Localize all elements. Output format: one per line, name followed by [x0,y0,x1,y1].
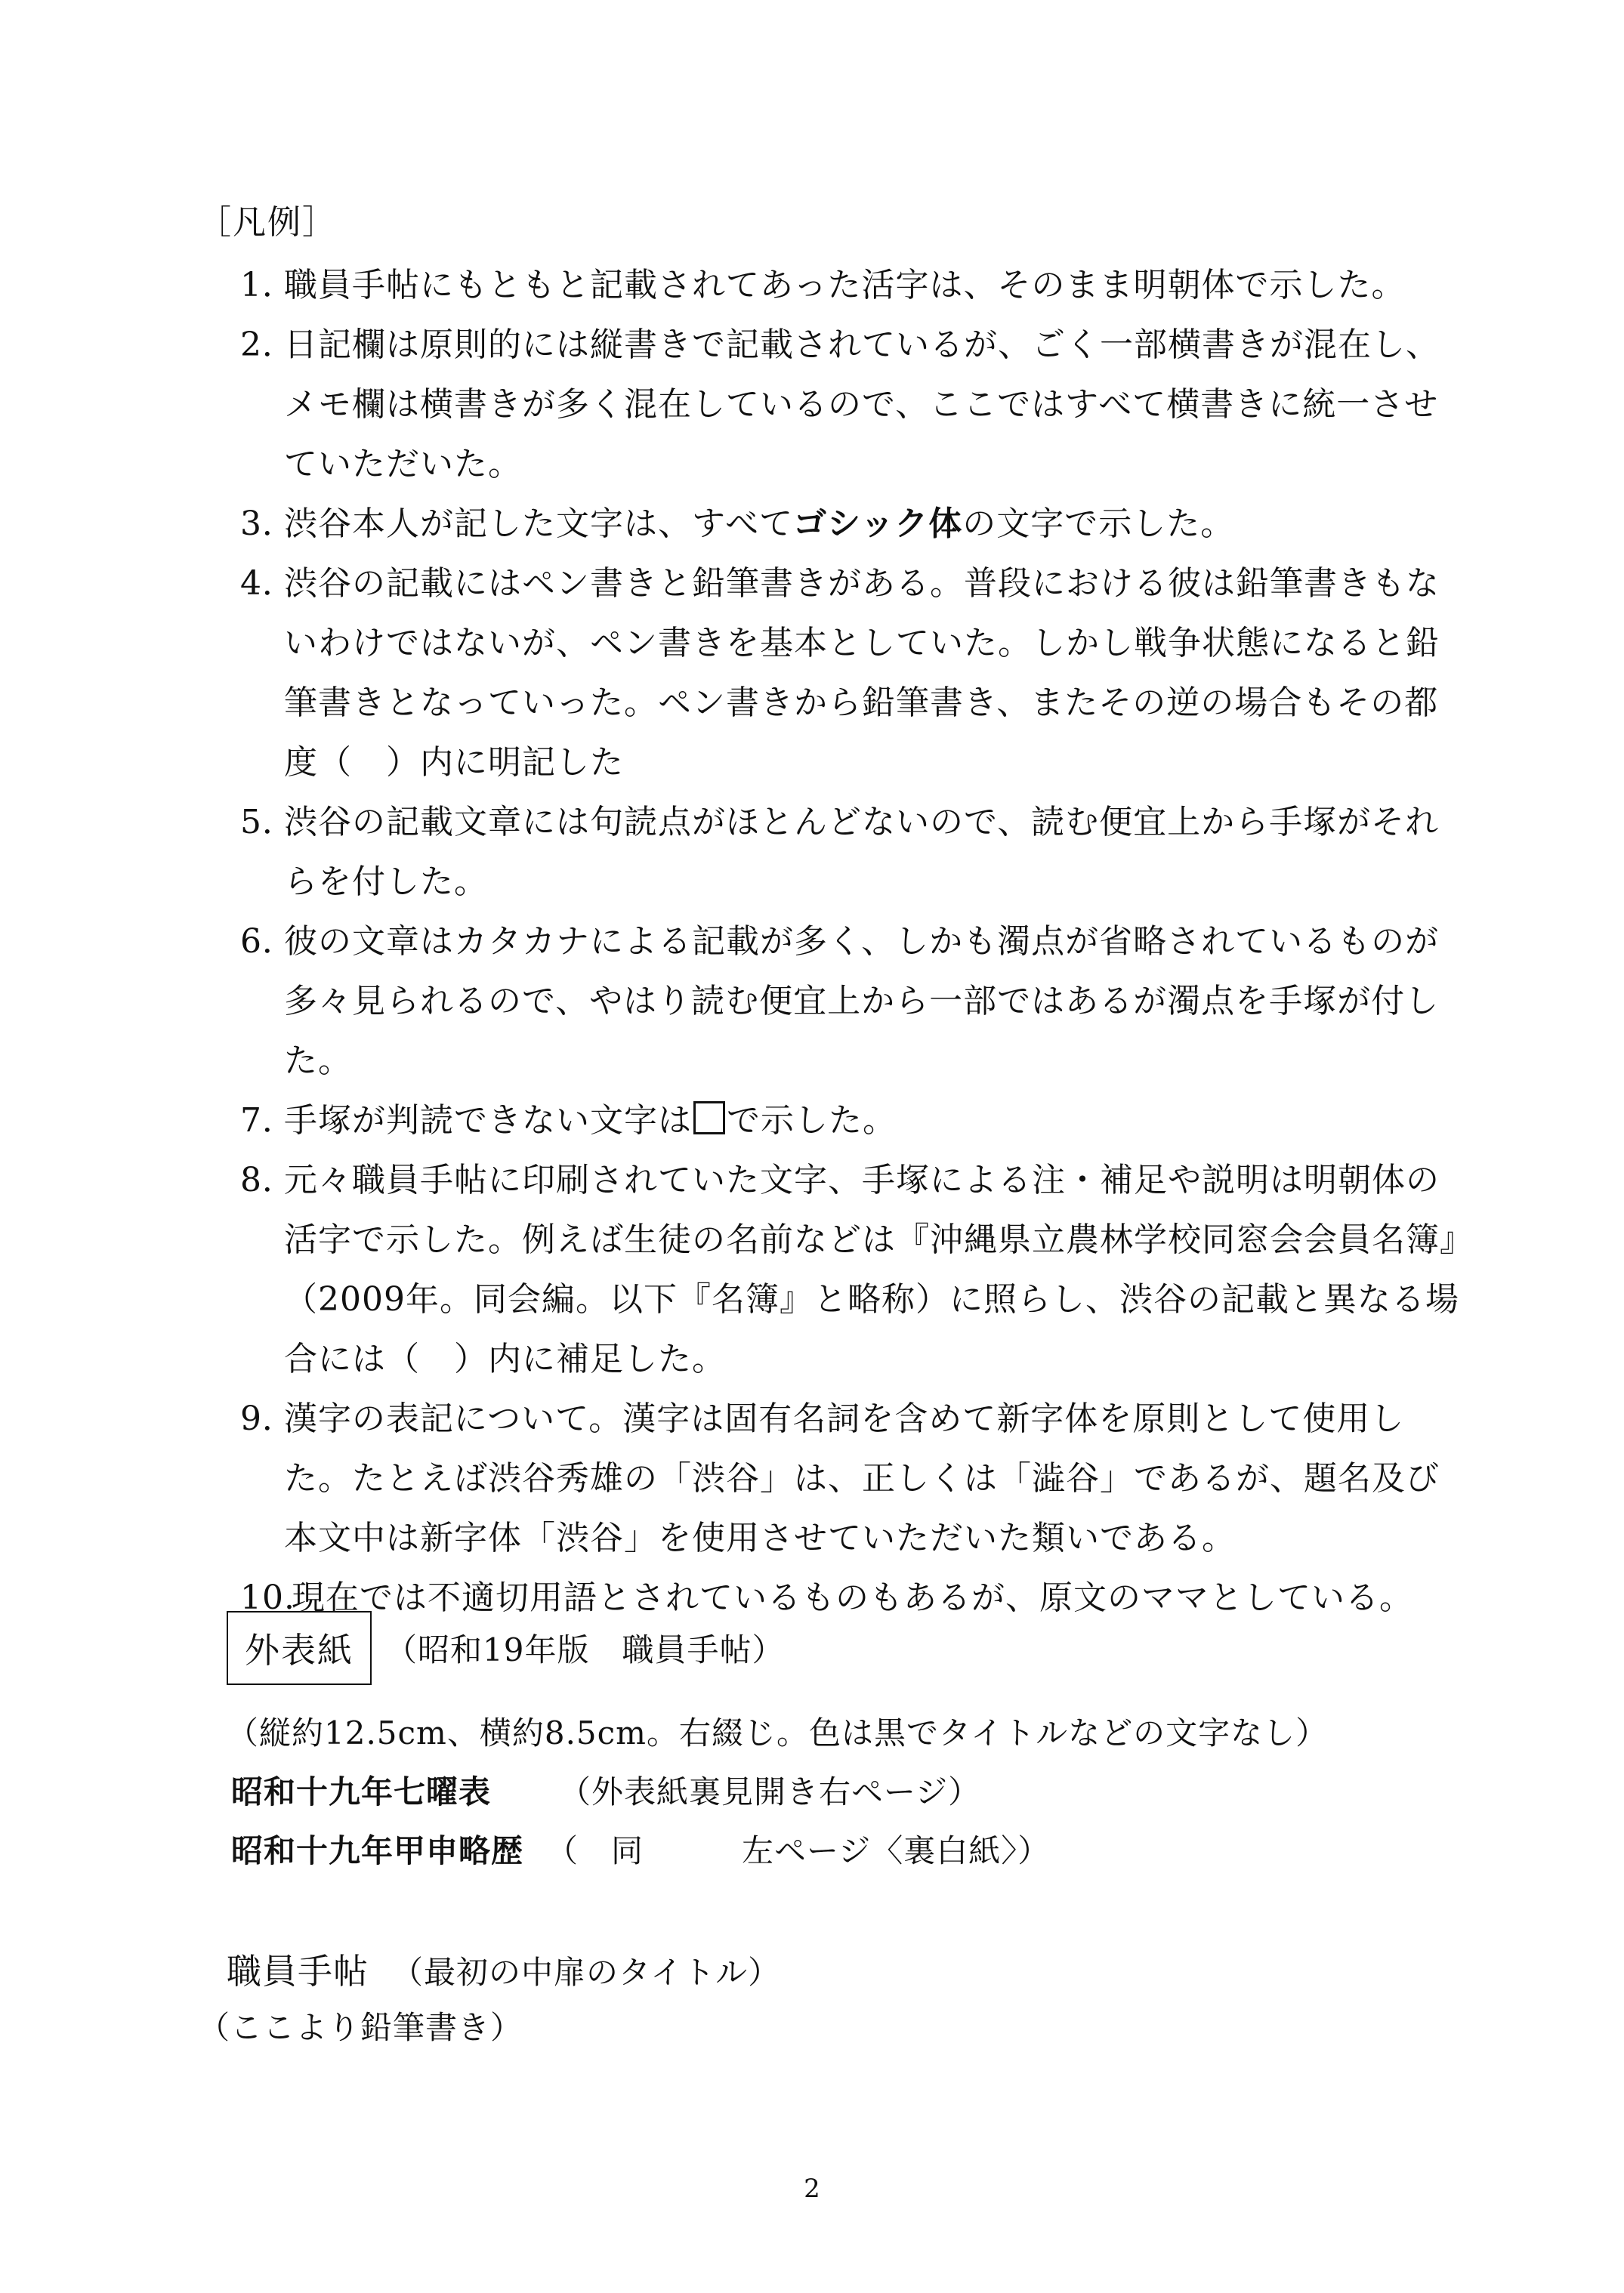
item-text: 現在では不適切用語とされているものもあるが、原文のママとしている。 [292,1579,1413,1617]
inner-title-note: （最初の中扉のタイトル） [391,1954,781,1991]
item-text: 渋谷の記載文章には句読点がほとんどないので、読む便宜上から手塚がそれらを付した。 [284,803,1440,901]
item-number: 5． [240,803,296,841]
item-text-before: 渋谷本人が記した文字は、すべて [284,505,794,543]
item-number: 1． [240,266,296,304]
legend-item-3 [240,494,1464,554]
history-title: 昭和十九年甲申略歴 [231,1832,524,1869]
pencil-note: （ここより鉛筆書き） [198,2009,523,2046]
legend-item-4 [240,554,1464,792]
item-text: 日記欄は原則的には縦書きで記載されているが、ごく一部横書きが混在し、メモ欄は横書きが多く混在しているので、ここではすべて横書きに統一させていただいた。 [284,326,1440,483]
legend-heading: ［凡例］ [198,203,337,242]
item-number: 7． [240,1101,296,1140]
legend-item-1 [240,255,1464,315]
history-note-a: （ 同 [546,1832,644,1869]
item-number: 4． [240,564,296,603]
calendar-title: 昭和十九年七曜表 [231,1773,492,1810]
calendar-note: （外表紙裏見開き右ページ） [559,1773,981,1810]
history-row [231,1826,1050,1872]
item-number: 2． [240,326,296,364]
item-number: 10. [240,1579,295,1617]
item-text-after: の文字で示した。 [962,505,1235,543]
item-text: 彼の文章はカタカナによる記載が多く、しかも濁点が省略されているものが多々見られるので、やはり読む便宜上から一部ではあるが濁点を手塚が付した。 [284,922,1440,1080]
item-number: 8． [240,1161,296,1199]
cover-heading-row [227,1610,784,1686]
item-text-before: 手塚が判読できない文字は [284,1101,692,1140]
unreadable-char-box-icon [693,1101,725,1134]
item-text: 渋谷の記載にはペン書きと鉛筆書きがある。普段における彼は鉛筆書きもないわけではないが、ペン書きを基本としていた。しかし戦争状態になると鉛筆書きとなっていった。ペン書きから鉛筆書き、またその逆の場合もその都度（ ）内に明記した [284,564,1440,782]
history-note-b: 左ページ〈裏白紙〉） [742,1832,1051,1869]
page-number: 2 [804,2174,820,2204]
item-text: 元々職員手帖に印刷されていた文字、手塚による注・補足や説明は明朝体の活字で示した。例えば生徒の名前などは『沖縄県立農林学校同窓会会員名簿』（2009年。同会編。以下『名簿』と略称）に照らし、渋谷の記載と異なる場合には（ ）内に補足した。 [284,1161,1459,1378]
legend-item-8 [240,1150,1464,1389]
inner-title-row [227,1944,780,1994]
cover-label-box: 外表紙 [227,1611,372,1685]
calendar-row [231,1767,980,1813]
cover-size-note: （縦約12.5cm、横約8.5cm。右綴じ。色は黒でタイトルなどの文字なし） [227,1714,1329,1751]
item-number: 6． [240,922,296,961]
legend-item-2 [240,315,1464,494]
item-text-after: で示した。 [727,1101,897,1140]
legend-item-5 [240,792,1464,912]
item-text: 職員手帖にもともと記載されてあった活字は、そのまま明朝体で示した。 [284,266,1406,304]
item-number: 3． [240,505,296,543]
legend-item-6 [240,912,1464,1091]
legend-item-9 [240,1389,1464,1568]
item-text: 漢字の表記について。漢字は固有名詞を含めて新字体を原則として使用した。たとえば渋谷秀雄の「渋谷」は、正しくは「澁谷」であるが、題名及び本文中は新字体「渋谷」を使用させていただいた類いである。 [284,1400,1440,1557]
inner-title: 職員手帖 [227,1951,369,1992]
legend-item-7 [240,1091,1464,1150]
cover-subtitle: （昭和19年版 職員手帖） [385,1631,785,1668]
gothic-sample-text: ゴシック体 [793,505,963,543]
item-number: 9． [240,1400,296,1438]
legend-list [240,255,1464,1628]
